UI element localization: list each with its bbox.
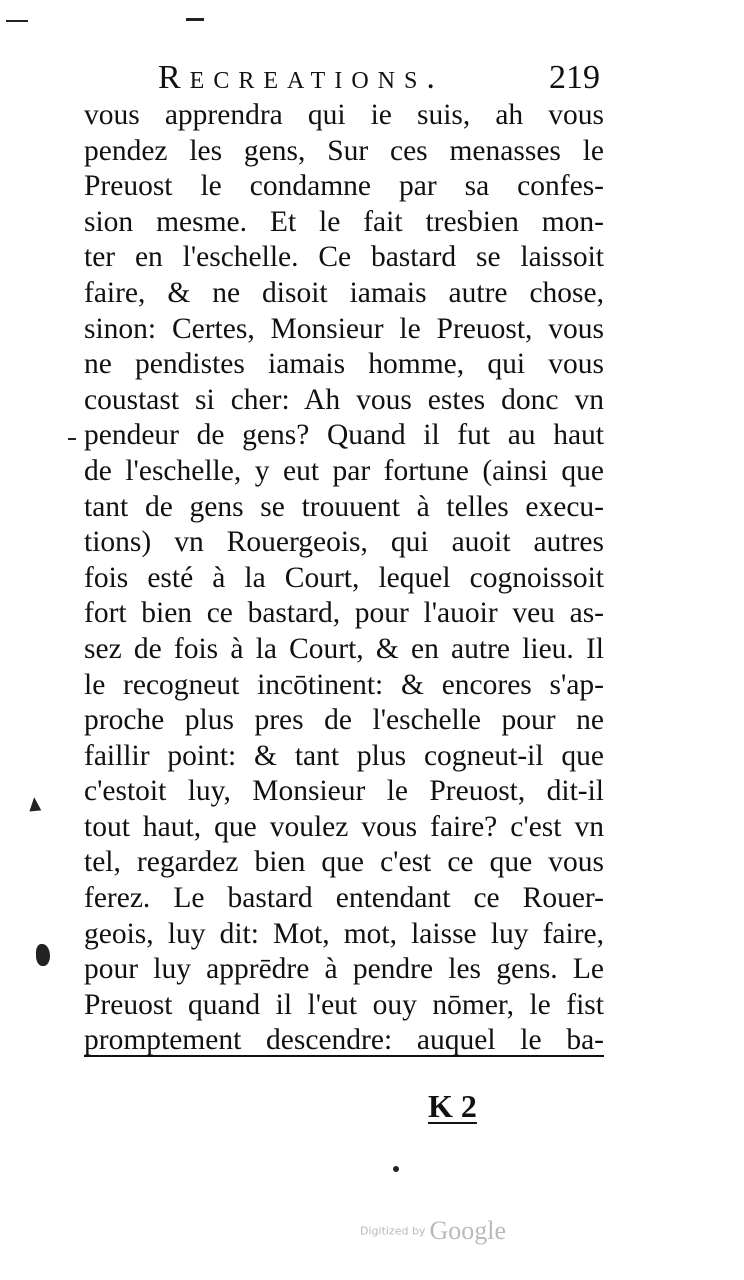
text-line: c'estoit luy, Monsieur le Preuost, dit-il	[84, 775, 604, 808]
scan-speck	[6, 20, 28, 22]
scan-speck	[186, 18, 204, 21]
text-line: faillir point: & tant plus cogneut-il que	[84, 739, 604, 772]
text-line: ter en l'eschelle. Ce bastard se laissoit	[84, 241, 604, 274]
text-line: le recogneut incōtinent: & encores s'ap-	[84, 668, 604, 701]
text-line: faire, & ne disoit iamais autre chose,	[84, 276, 604, 309]
text-line: sinon: Certes, Monsieur le Preuost, vous	[84, 312, 604, 345]
signature-mark: K 2	[428, 1088, 477, 1124]
text-line: tant de gens se trouuent à telles execu-	[84, 490, 604, 523]
text-line: vous apprendra qui ie suis, ah vous	[84, 99, 604, 131]
scan-speck	[68, 438, 76, 440]
text-line: Preuost quand il l'eut ouy nōmer, le fist	[84, 988, 604, 1021]
text-line: pendez les gens, Sur ces menasses le	[84, 134, 604, 167]
scan-speck	[25, 797, 45, 817]
text-line: geois, luy dit: Mot, mot, laisse luy faire,	[84, 917, 604, 950]
text-line: proche plus pres de l'eschelle pour ne	[84, 704, 604, 737]
text-line: promptement descendre: auquel le ba-	[84, 1024, 604, 1057]
digitization-watermark	[360, 1216, 506, 1246]
scan-speck	[36, 944, 50, 966]
text-line: tout haut, que voulez vous faire? c'est vn	[84, 810, 604, 843]
watermark-brand: Google	[429, 1216, 506, 1245]
body-text	[84, 98, 604, 1059]
text-line: sez de fois à la Court, & en autre lieu. Il	[84, 632, 604, 665]
text-line: pour luy apprēdre à pendre les gens. Le	[84, 953, 604, 986]
text-line: coustast si cher: Ah vous estes donc vn	[84, 383, 604, 416]
text-line: ne pendistes iamais homme, qui vous	[84, 348, 604, 381]
scan-speck	[393, 1166, 399, 1172]
text-line: pendeur de gens? Quand il fut au haut	[84, 419, 604, 452]
text-line: de l'eschelle, y eut par fortune (ainsi que	[84, 454, 604, 487]
text-line: sion mesme. Et le fait tresbien mon-	[84, 205, 604, 238]
text-line: Preuost le condamne par sa confes-	[84, 170, 604, 203]
running-head	[150, 56, 600, 100]
running-title: Recreations.	[158, 59, 444, 96]
watermark-prefix: Digitized by	[360, 1224, 426, 1238]
page-number: 219	[549, 59, 600, 96]
text-line: tel, regardez bien que c'est ce que vous	[84, 846, 604, 879]
text-line: fois esté à la Court, lequel cognoissoit	[84, 561, 604, 594]
text-line: tions) vn Rouergeois, qui auoit autres	[84, 526, 604, 559]
text-line: ferez. Le bastard entendant ce Rouer-	[84, 882, 604, 915]
text-line: fort bien ce bastard, pour l'auoir veu as-	[84, 597, 604, 630]
